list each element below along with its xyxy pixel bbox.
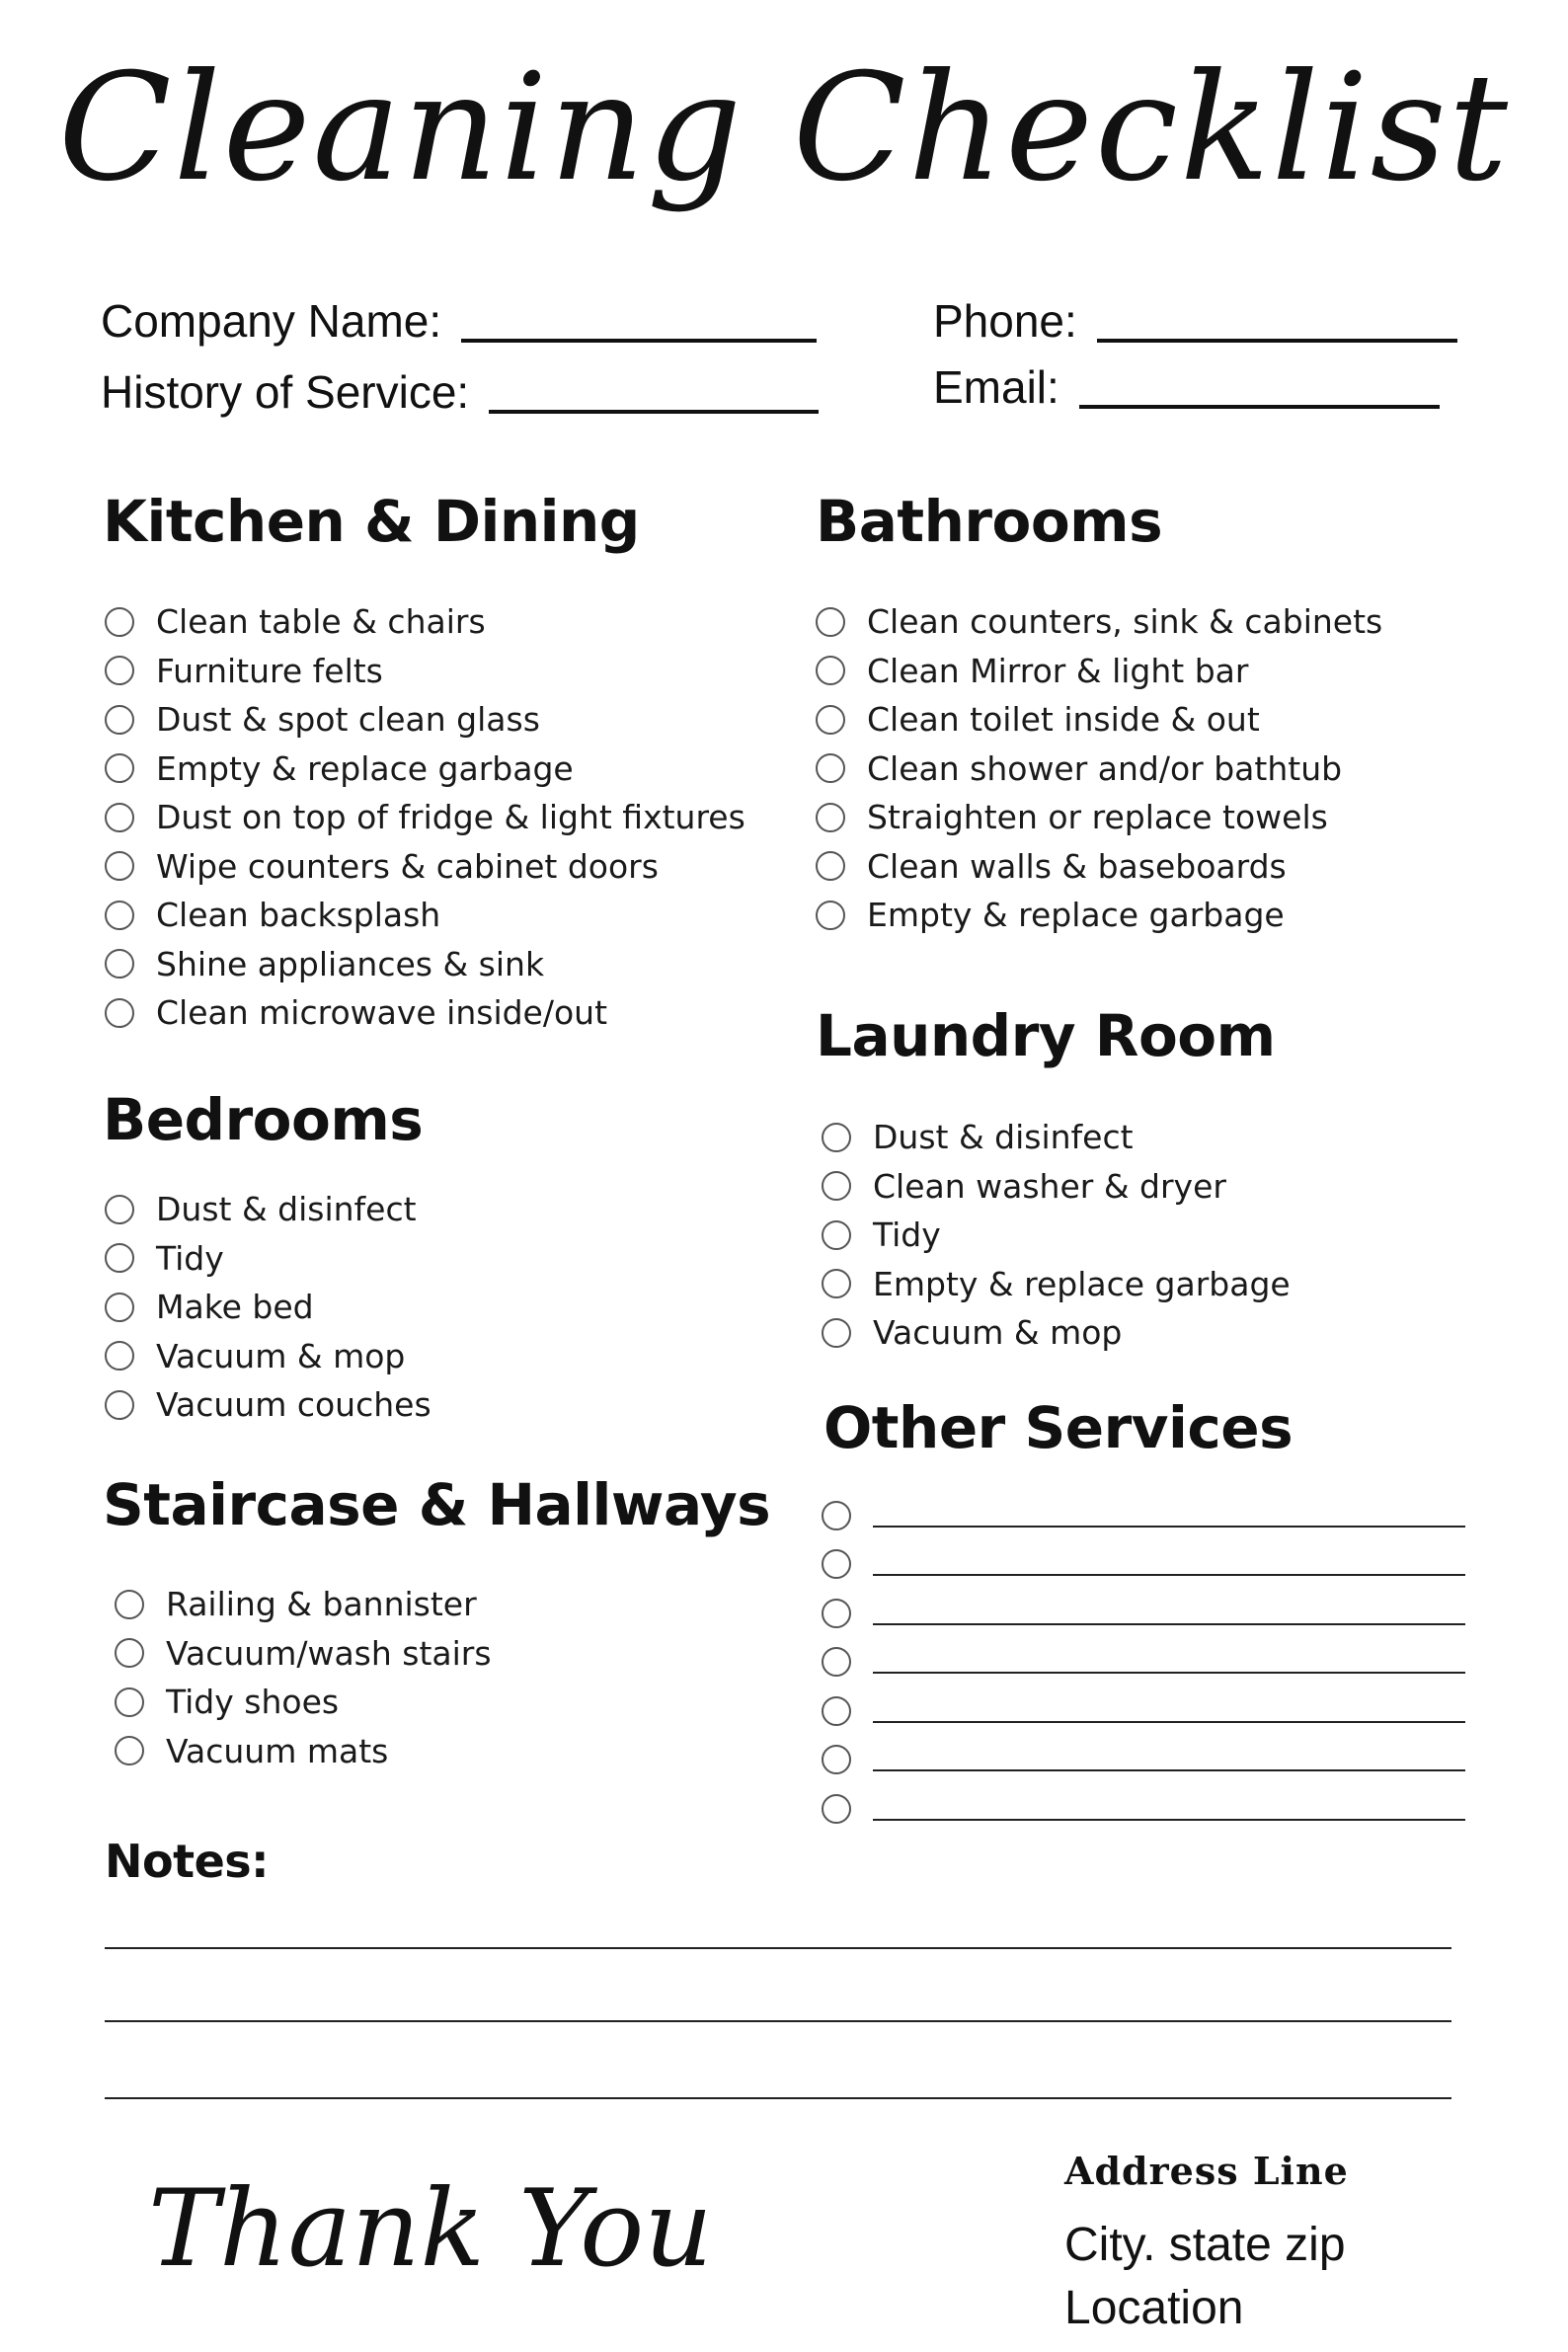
- checklist-item-label: Clean toilet inside & out: [867, 700, 1260, 740]
- checkbox[interactable]: [816, 753, 845, 783]
- checklist-item[interactable]: [115, 1629, 492, 1679]
- company-name-blank[interactable]: [461, 339, 817, 343]
- checklist-item-label: Empty & replace garbage: [156, 748, 574, 788]
- checklist-item[interactable]: [816, 695, 1382, 745]
- notes-line[interactable]: [105, 2020, 1451, 2022]
- other-services-heading: Other Services: [823, 1394, 1294, 1461]
- checkbox[interactable]: [105, 656, 134, 685]
- checklist-item-label: Vacuum & mop: [873, 1313, 1123, 1353]
- bedrooms-checklist: [105, 1185, 431, 1430]
- checklist-item-label: Clean walls & baseboards: [867, 846, 1287, 886]
- checkbox[interactable]: [105, 753, 134, 783]
- checkbox[interactable]: [115, 1590, 144, 1619]
- checklist-item-label: Dust & disinfect: [156, 1190, 417, 1229]
- email-label: Email:: [933, 361, 1059, 413]
- checkbox[interactable]: [105, 998, 134, 1028]
- checkbox[interactable]: [822, 1696, 851, 1726]
- checkbox[interactable]: [822, 1599, 851, 1628]
- checkbox[interactable]: [822, 1220, 851, 1250]
- checklist-item[interactable]: [822, 1211, 1291, 1260]
- write-in-line[interactable]: [873, 1672, 1465, 1674]
- checkbox[interactable]: [105, 607, 134, 637]
- checkbox[interactable]: [105, 1390, 134, 1420]
- checkbox[interactable]: [816, 705, 845, 735]
- checklist-item-label: Clean table & chairs: [156, 602, 486, 642]
- notes-label: Notes:: [105, 1835, 270, 1888]
- write-in-line[interactable]: [873, 1769, 1465, 1771]
- phone-field[interactable]: [933, 294, 1457, 348]
- checklist-item-label: Dust & spot clean glass: [156, 700, 540, 740]
- checklist-item[interactable]: [105, 695, 745, 745]
- checkbox[interactable]: [816, 851, 845, 881]
- checkbox[interactable]: [115, 1687, 144, 1717]
- other-service-row[interactable]: [822, 1491, 1465, 1540]
- checklist-item[interactable]: [105, 745, 745, 794]
- checkbox[interactable]: [105, 1243, 134, 1273]
- staircase-hallways-heading: Staircase & Hallways: [103, 1471, 771, 1538]
- history-of-service-blank[interactable]: [489, 410, 819, 414]
- checklist-item-label: Railing & bannister: [166, 1585, 477, 1624]
- city-state-zip: City. state zip: [1064, 2219, 1346, 2271]
- laundry-room-heading: Laundry Room: [816, 1002, 1276, 1069]
- email-blank[interactable]: [1079, 405, 1440, 409]
- checklist-item[interactable]: [816, 793, 1382, 842]
- kitchen-dining-checklist: [105, 597, 745, 1038]
- checklist-item[interactable]: [105, 1234, 431, 1284]
- checkbox[interactable]: [105, 1293, 134, 1322]
- checkbox[interactable]: [115, 1736, 144, 1765]
- checkbox[interactable]: [816, 803, 845, 832]
- address-line-label: Address Line: [1064, 2149, 1349, 2193]
- page-title: Cleaning Checklist: [57, 42, 1511, 214]
- checklist-item-label: Shine appliances & sink: [156, 944, 545, 983]
- checkbox[interactable]: [822, 1269, 851, 1298]
- phone-label: Phone:: [933, 295, 1077, 347]
- checklist-item-label: Vacuum & mop: [156, 1336, 406, 1375]
- write-in-line[interactable]: [873, 1574, 1465, 1576]
- phone-blank[interactable]: [1097, 339, 1457, 343]
- notes-line[interactable]: [105, 1947, 1451, 1949]
- write-in-line[interactable]: [873, 1526, 1465, 1528]
- write-in-line[interactable]: [873, 1819, 1465, 1821]
- bathrooms-heading: Bathrooms: [816, 488, 1163, 555]
- checklist-item[interactable]: [105, 940, 745, 989]
- checklist-item[interactable]: [822, 1260, 1291, 1309]
- checklist-item[interactable]: [105, 793, 745, 842]
- checklist-item-label: Empty & replace garbage: [873, 1264, 1291, 1303]
- write-in-line[interactable]: [873, 1623, 1465, 1625]
- checkbox[interactable]: [816, 901, 845, 930]
- company-name-field[interactable]: [101, 294, 817, 348]
- history-of-service-label: History of Service:: [101, 366, 470, 418]
- other-service-row[interactable]: [822, 1540, 1465, 1590]
- checkbox[interactable]: [105, 803, 134, 832]
- checklist-item[interactable]: [105, 988, 745, 1038]
- checklist-item-label: Empty & replace garbage: [867, 896, 1285, 935]
- checklist-item[interactable]: [105, 647, 745, 696]
- checklist-item[interactable]: [816, 745, 1382, 794]
- checkbox[interactable]: [822, 1318, 851, 1348]
- checklist-item[interactable]: [115, 1580, 492, 1629]
- checklist-item[interactable]: [115, 1727, 492, 1776]
- other-service-row[interactable]: [822, 1686, 1465, 1736]
- checkbox[interactable]: [822, 1794, 851, 1824]
- checklist-item[interactable]: [105, 891, 745, 940]
- checkbox[interactable]: [822, 1745, 851, 1774]
- checkbox[interactable]: [822, 1501, 851, 1530]
- checklist-item[interactable]: [105, 597, 745, 647]
- other-service-row[interactable]: [822, 1736, 1465, 1785]
- checklist-item[interactable]: [822, 1113, 1291, 1162]
- checkbox[interactable]: [105, 1195, 134, 1224]
- checklist-item-label: Clean counters, sink & cabinets: [867, 602, 1383, 642]
- checklist-item[interactable]: [816, 647, 1382, 696]
- checklist-item-label: Wipe counters & cabinet doors: [156, 846, 659, 886]
- checklist-item-label: Dust on top of fridge & light fixtures: [156, 798, 745, 837]
- checkbox[interactable]: [105, 1341, 134, 1371]
- kitchen-dining-heading: Kitchen & Dining: [103, 488, 640, 555]
- checklist-item-label: Tidy: [873, 1215, 941, 1255]
- location-text: Location: [1064, 2282, 1244, 2334]
- checklist-item-label: Clean Mirror & light bar: [867, 651, 1249, 690]
- checklist-item-label: Vacuum mats: [166, 1731, 389, 1770]
- checklist-item[interactable]: [115, 1678, 492, 1727]
- checkbox[interactable]: [822, 1171, 851, 1201]
- checkbox[interactable]: [105, 851, 134, 881]
- other-services-checklist: [822, 1491, 1465, 1834]
- notes-line[interactable]: [105, 2097, 1451, 2099]
- checklist-item-label: Straighten or replace towels: [867, 798, 1328, 837]
- company-name-label: Company Name:: [101, 295, 442, 347]
- checkbox[interactable]: [115, 1638, 144, 1668]
- checkbox[interactable]: [105, 901, 134, 930]
- checklist-item[interactable]: [816, 842, 1382, 892]
- checklist-item[interactable]: [105, 842, 745, 892]
- checkbox[interactable]: [822, 1549, 851, 1579]
- checklist-item[interactable]: [822, 1308, 1291, 1358]
- checkbox[interactable]: [105, 705, 134, 735]
- checkbox[interactable]: [822, 1123, 851, 1152]
- checkbox[interactable]: [816, 656, 845, 685]
- checklist-item[interactable]: [822, 1162, 1291, 1212]
- checklist-item-label: Clean backsplash: [156, 896, 441, 935]
- checklist-item-label: Dust & disinfect: [873, 1118, 1134, 1157]
- bedrooms-heading: Bedrooms: [103, 1086, 424, 1153]
- thank-you-text: Thank You: [148, 2167, 713, 2291]
- other-service-row[interactable]: [822, 1784, 1465, 1834]
- checklist-item-label: Furniture felts: [156, 651, 383, 690]
- checklist-item[interactable]: [816, 891, 1382, 940]
- other-service-row[interactable]: [822, 1638, 1465, 1687]
- checklist-item-label: Vacuum couches: [156, 1385, 431, 1425]
- checklist-item[interactable]: [105, 1332, 431, 1381]
- checklist-item-label: Make bed: [156, 1288, 314, 1327]
- laundry-room-checklist: [822, 1113, 1291, 1358]
- checkbox[interactable]: [816, 607, 845, 637]
- history-of-service-field[interactable]: [101, 365, 819, 419]
- checklist-item-label: Vacuum/wash stairs: [166, 1633, 492, 1673]
- checkbox[interactable]: [822, 1647, 851, 1677]
- checkbox[interactable]: [105, 949, 134, 979]
- write-in-line[interactable]: [873, 1721, 1465, 1723]
- checklist-item-label: Tidy shoes: [166, 1683, 340, 1722]
- checklist-item[interactable]: [816, 597, 1382, 647]
- checklist-item-label: Clean microwave inside/out: [156, 993, 608, 1033]
- checklist-item-label: Tidy: [156, 1238, 224, 1278]
- checklist-item[interactable]: [105, 1380, 431, 1430]
- checklist-item-label: Clean washer & dryer: [873, 1166, 1226, 1206]
- other-service-row[interactable]: [822, 1589, 1465, 1638]
- staircase-hallways-checklist: [115, 1580, 492, 1775]
- bathrooms-checklist: [816, 597, 1382, 940]
- email-field[interactable]: [933, 360, 1440, 414]
- checklist-item-label: Clean shower and/or bathtub: [867, 748, 1343, 788]
- checklist-item[interactable]: [105, 1185, 431, 1234]
- checklist-item[interactable]: [105, 1283, 431, 1332]
